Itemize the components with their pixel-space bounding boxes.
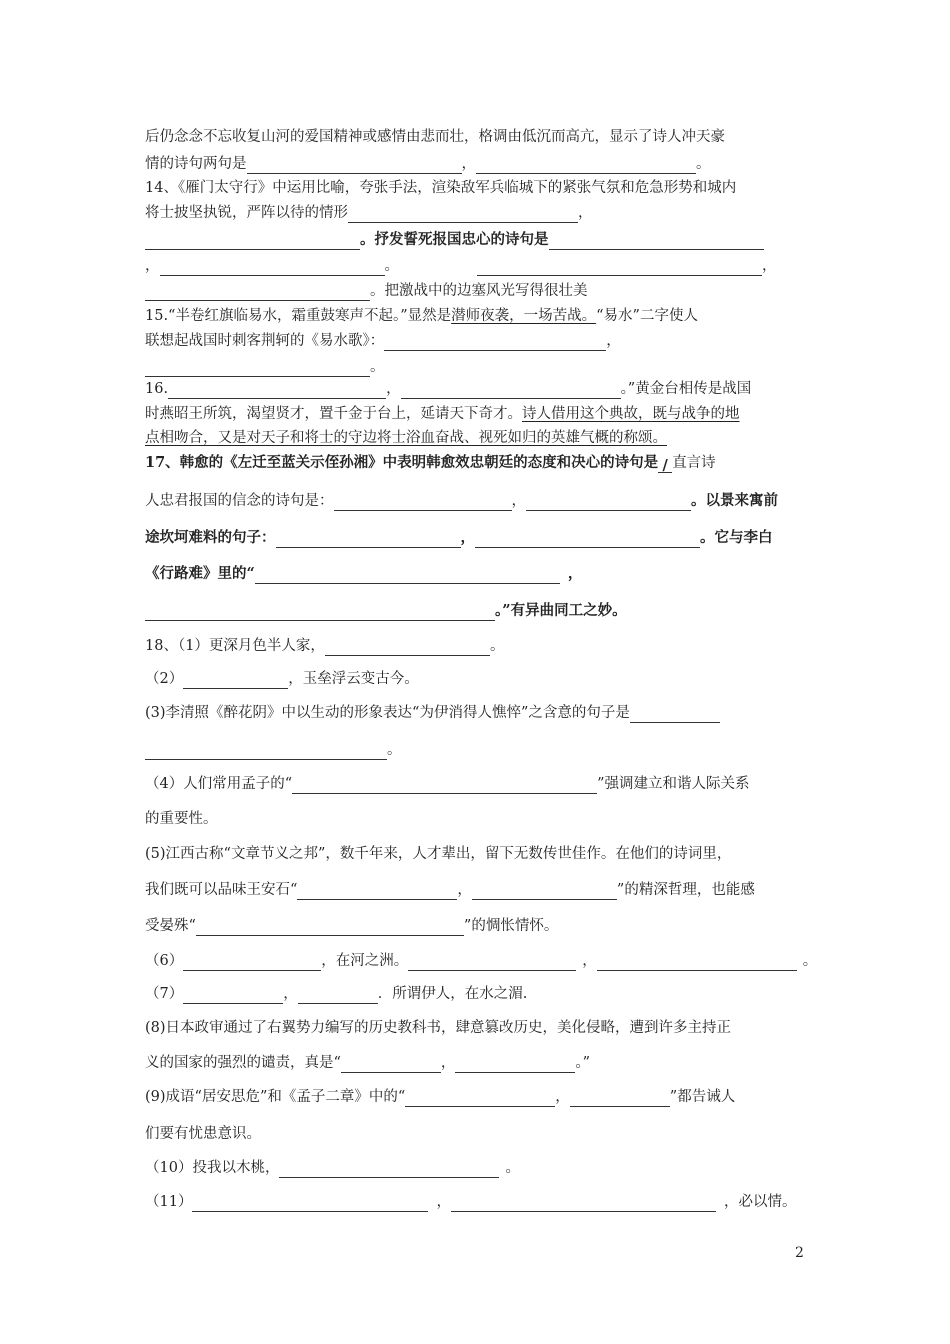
text-line: （7） ， ．所谓伊人，在水之湄.	[145, 986, 528, 1002]
text-line: （2） ，玉垒浮云变古今。	[145, 671, 419, 687]
text-line: 途坎坷难料的句子： ， 。它与李白	[145, 529, 773, 546]
text-line: （4）人们常用孟子的“ ”强调建立和谐人际关系	[145, 776, 750, 792]
text-line: 后仍念念不忘收复山河的爱国精神或感情由悲而壮，格调由低沉而高亢，显示了诗人冲天豪	[145, 129, 725, 145]
text-line: 。抒发誓死报国忠心的诗句是	[145, 230, 764, 250]
text-line: 。	[145, 357, 385, 377]
text-line: 18、（1）更深月色半人家， 。	[145, 638, 505, 654]
text-line: 将士披坚执锐，严阵以待的情形 ，	[145, 205, 593, 221]
text-line: 人忠君报国的信念的诗句是： ， 。以景来寓前	[145, 492, 778, 509]
text-line: （6） ，在河之洲。 ， 。	[145, 953, 818, 969]
text-line: 时燕昭王所筑，渴望贤才，置千金于台上，延请天下奇才。诗人借用这个典故，既与战争的地	[145, 406, 740, 422]
text-line: 的重要性。	[145, 811, 218, 827]
text-line: 情的诗句两句是 ， 。	[145, 156, 711, 172]
text-line: 我们既可以品味王安石“ ， ”的精深哲理，也能感	[145, 882, 755, 898]
text-line: 16. ， 。”黄金台相传是战国	[145, 381, 752, 397]
text-line: 们要有忧患意识。	[145, 1126, 261, 1142]
text-line: 14、《雁门太守行》中运用比喻，夸张手法，渲染敌军兵临城下的紧张气氛和危急形势和城内	[145, 180, 737, 196]
text-line: 15.“半卷红旗临易水，霜重鼓寒声不起。”显然是潜师夜袭，一场苦战。“易水”二字使人	[145, 308, 698, 324]
text-line: 义的国家的强烈的谴责，真是“ ， 。”	[145, 1055, 591, 1071]
text-line: 点相吻合，又是对天子和将士的守边将士浴血奋战、视死如归的英雄气概的称颂。	[145, 430, 667, 446]
text-line: 联想起战国时刺客荆轲的《易水歌》： ，	[145, 333, 621, 349]
text-line: 。把激战中的边塞风光写得很壮美	[145, 281, 588, 301]
text-line: (5)江西古称“文章节义之邦”，数千年来，人才辈出，留下无数传世佳作。在他们的诗词里，	[145, 846, 732, 862]
text-line: ， 。 ，	[145, 258, 777, 274]
text-line: (3)李清照《醉花阴》中以生动的形象表达“为伊消得人憔悴”之含意的句子是	[145, 703, 720, 723]
text-line: 。	[145, 740, 402, 760]
text-line: 17、韩愈的《左迁至蓝关示侄孙湘》中表明韩愈效忠朝廷的态度和决心的诗句是 / 直言诗	[145, 454, 716, 474]
text-line: （10）投我以木桃， 。	[145, 1160, 520, 1176]
text-line: （11） ， ，必以情。	[145, 1194, 797, 1210]
text-line: 《行路难》里的“ ，	[145, 565, 583, 582]
text-line: (9)成语“居安思危”和《孟子二章》中的“ ， ”都告诫人	[145, 1089, 736, 1105]
text-line: 受晏殊“ ”的惆怅情怀。	[145, 918, 559, 934]
page-number: 2	[795, 1245, 804, 1261]
text-line: 。”有异曲同工之妙。	[145, 601, 627, 621]
text-line: (8)日本政审通过了右翼势力编写的历史教科书，肆意篡改历史，美化侵略，遭到许多主持正	[145, 1020, 732, 1036]
